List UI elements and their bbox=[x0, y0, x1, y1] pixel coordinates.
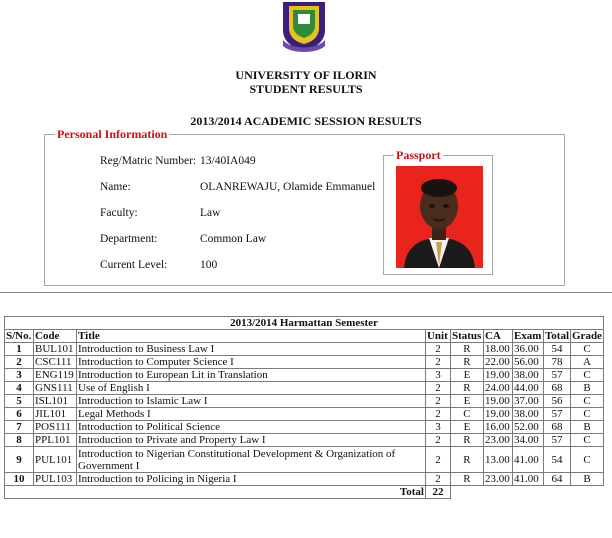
cell-code: PPL101 bbox=[34, 434, 77, 447]
section-divider bbox=[0, 292, 612, 293]
cell-sno: 10 bbox=[5, 473, 34, 486]
table-row bbox=[5, 369, 604, 382]
table-row bbox=[5, 408, 604, 421]
cell-code: GNS111 bbox=[34, 382, 77, 395]
cell-unit: 2 bbox=[425, 408, 450, 421]
cell-sno: 3 bbox=[5, 369, 34, 382]
cell-total: 68 bbox=[543, 382, 570, 395]
reg-number-value: 13/40IA049 bbox=[200, 155, 256, 167]
total-units: 22 bbox=[425, 486, 450, 499]
cell-ca: 22.00 bbox=[483, 356, 512, 369]
cell-sno: 4 bbox=[5, 382, 34, 395]
cell-status: R bbox=[450, 434, 483, 447]
cell-title: Introduction to Islamic Law I bbox=[77, 395, 426, 408]
cell-code: POS111 bbox=[34, 421, 77, 434]
cell-grade: A bbox=[571, 356, 604, 369]
cell-grade: C bbox=[571, 369, 604, 382]
column-header-title: Title bbox=[77, 330, 426, 343]
session-title: 2013/2014 ACADEMIC SESSION RESULTS bbox=[190, 114, 422, 128]
reg-number-label: Reg/Matric Number: bbox=[100, 155, 197, 167]
cell-grade: B bbox=[571, 421, 604, 434]
total-row-filler bbox=[450, 486, 603, 499]
cell-unit: 2 bbox=[425, 356, 450, 369]
cell-status: E bbox=[450, 421, 483, 434]
column-header-ca: CA bbox=[483, 330, 512, 343]
cell-unit: 2 bbox=[425, 473, 450, 486]
department-label: Department: bbox=[100, 233, 158, 245]
cell-status: R bbox=[450, 447, 483, 473]
cell-title: Introduction to Policing in Nigeria I bbox=[77, 473, 426, 486]
semester-results-table bbox=[4, 316, 604, 499]
cell-sno: 1 bbox=[5, 343, 34, 356]
name-label: Name: bbox=[100, 181, 131, 193]
faculty-value: Law bbox=[200, 207, 221, 219]
cell-grade: C bbox=[571, 408, 604, 421]
cell-code: CSC111 bbox=[34, 356, 77, 369]
cell-ca: 23.00 bbox=[483, 473, 512, 486]
passport-panel bbox=[383, 148, 493, 275]
cell-sno: 2 bbox=[5, 356, 34, 369]
table-row bbox=[5, 447, 604, 473]
cell-code: ISL101 bbox=[34, 395, 77, 408]
cell-title: Introduction to Private and Property Law I bbox=[77, 434, 426, 447]
faculty-label: Faculty: bbox=[100, 207, 138, 219]
cell-code: PUL101 bbox=[34, 447, 77, 473]
cell-grade: C bbox=[571, 395, 604, 408]
cell-unit: 2 bbox=[425, 382, 450, 395]
current-level-label: Current Level: bbox=[100, 259, 168, 271]
cell-exam: 37.00 bbox=[512, 395, 543, 408]
cell-sno: 6 bbox=[5, 408, 34, 421]
university-crest-logo bbox=[281, 0, 327, 52]
cell-status: R bbox=[450, 473, 483, 486]
cell-ca: 19.00 bbox=[483, 369, 512, 382]
column-header-total: Total bbox=[544, 330, 569, 342]
cell-total: 54 bbox=[543, 343, 570, 356]
cell-total: 57 bbox=[543, 408, 570, 421]
cell-title: Introduction to Business Law I bbox=[77, 343, 426, 356]
page-subtitle: STUDENT RESULTS bbox=[249, 82, 363, 96]
column-header-sno: S/No. bbox=[5, 330, 34, 343]
table-header-row bbox=[5, 330, 604, 343]
cell-code: BUL101 bbox=[34, 343, 77, 356]
cell-grade: C bbox=[571, 447, 604, 473]
cell-grade: B bbox=[571, 382, 604, 395]
university-name: UNIVERSITY OF ILORIN bbox=[235, 68, 377, 82]
cell-status: R bbox=[450, 343, 483, 356]
cell-sno: 7 bbox=[5, 421, 34, 434]
cell-total: 64 bbox=[543, 473, 570, 486]
cell-status: E bbox=[450, 395, 483, 408]
cell-code: ENG119 bbox=[34, 369, 77, 382]
cell-total: 57 bbox=[543, 434, 570, 447]
cell-status: R bbox=[450, 356, 483, 369]
cell-exam: 56.00 bbox=[512, 356, 543, 369]
cell-grade: B bbox=[571, 473, 604, 486]
cell-total: 56 bbox=[543, 395, 570, 408]
cell-unit: 3 bbox=[425, 421, 450, 434]
cell-title: Legal Methods I bbox=[77, 408, 426, 421]
cell-ca: 19.00 bbox=[483, 395, 512, 408]
cell-ca: 13.00 bbox=[483, 447, 512, 473]
cell-unit: 3 bbox=[425, 369, 450, 382]
cell-title: Introduction to European Lit in Translation bbox=[77, 369, 426, 382]
cell-grade: C bbox=[571, 343, 604, 356]
table-row bbox=[5, 473, 604, 486]
total-label: Total bbox=[5, 486, 426, 499]
cell-ca: 16.00 bbox=[483, 421, 512, 434]
current-level-value: 100 bbox=[200, 259, 218, 271]
cell-total: 68 bbox=[543, 421, 570, 434]
column-header-grade: Grade bbox=[572, 330, 602, 342]
cell-unit: 2 bbox=[425, 343, 450, 356]
column-header-unit: Unit bbox=[425, 330, 450, 343]
cell-status: R bbox=[450, 382, 483, 395]
department-value: Common Law bbox=[200, 233, 267, 245]
cell-ca: 19.00 bbox=[483, 408, 512, 421]
table-row bbox=[5, 356, 604, 369]
column-header-code: Code bbox=[34, 330, 77, 343]
table-row bbox=[5, 382, 604, 395]
passport-photo bbox=[396, 166, 483, 268]
cell-title: Introduction to Nigerian Constitutional Development & Organization of Government I bbox=[77, 447, 426, 473]
cell-ca: 23.00 bbox=[483, 434, 512, 447]
cell-exam: 41.00 bbox=[512, 473, 543, 486]
table-row bbox=[5, 343, 604, 356]
cell-code: JIL101 bbox=[34, 408, 77, 421]
cell-title: Introduction to Computer Science I bbox=[77, 356, 426, 369]
passport-legend: Passport bbox=[396, 148, 441, 162]
name-value: OLANREWAJU, Olamide Emmanuel bbox=[200, 181, 376, 193]
cell-grade: C bbox=[571, 434, 604, 447]
cell-title: Use of English I bbox=[77, 382, 426, 395]
personal-information-legend: Personal Information bbox=[57, 127, 168, 141]
cell-total: 57 bbox=[543, 369, 570, 382]
column-header-exam: Exam bbox=[513, 330, 542, 342]
cell-unit: 2 bbox=[425, 447, 450, 473]
cell-exam: 38.00 bbox=[512, 369, 543, 382]
cell-ca: 24.00 bbox=[483, 382, 512, 395]
table-row bbox=[5, 395, 604, 408]
cell-code: PUL103 bbox=[34, 473, 77, 486]
column-header-status: Status bbox=[450, 330, 483, 343]
total-row bbox=[5, 486, 604, 499]
cell-title: Introduction to Political Science bbox=[77, 421, 426, 434]
cell-sno: 9 bbox=[5, 447, 34, 473]
table-row bbox=[5, 421, 604, 434]
cell-status: C bbox=[450, 408, 483, 421]
semester-title: 2013/2014 Harmattan Semester bbox=[5, 317, 604, 330]
cell-sno: 8 bbox=[5, 434, 34, 447]
cell-status: E bbox=[450, 369, 483, 382]
cell-ca: 18.00 bbox=[483, 343, 512, 356]
cell-exam: 44.00 bbox=[512, 382, 543, 395]
cell-unit: 2 bbox=[425, 395, 450, 408]
cell-exam: 41.00 bbox=[512, 447, 543, 473]
cell-exam: 36.00 bbox=[512, 343, 543, 356]
cell-total: 54 bbox=[543, 447, 570, 473]
cell-exam: 52.00 bbox=[512, 421, 543, 434]
cell-total: 78 bbox=[543, 356, 570, 369]
cell-exam: 38.00 bbox=[512, 408, 543, 421]
cell-unit: 2 bbox=[425, 434, 450, 447]
cell-exam: 34.00 bbox=[512, 434, 543, 447]
table-row bbox=[5, 434, 604, 447]
cell-sno: 5 bbox=[5, 395, 34, 408]
